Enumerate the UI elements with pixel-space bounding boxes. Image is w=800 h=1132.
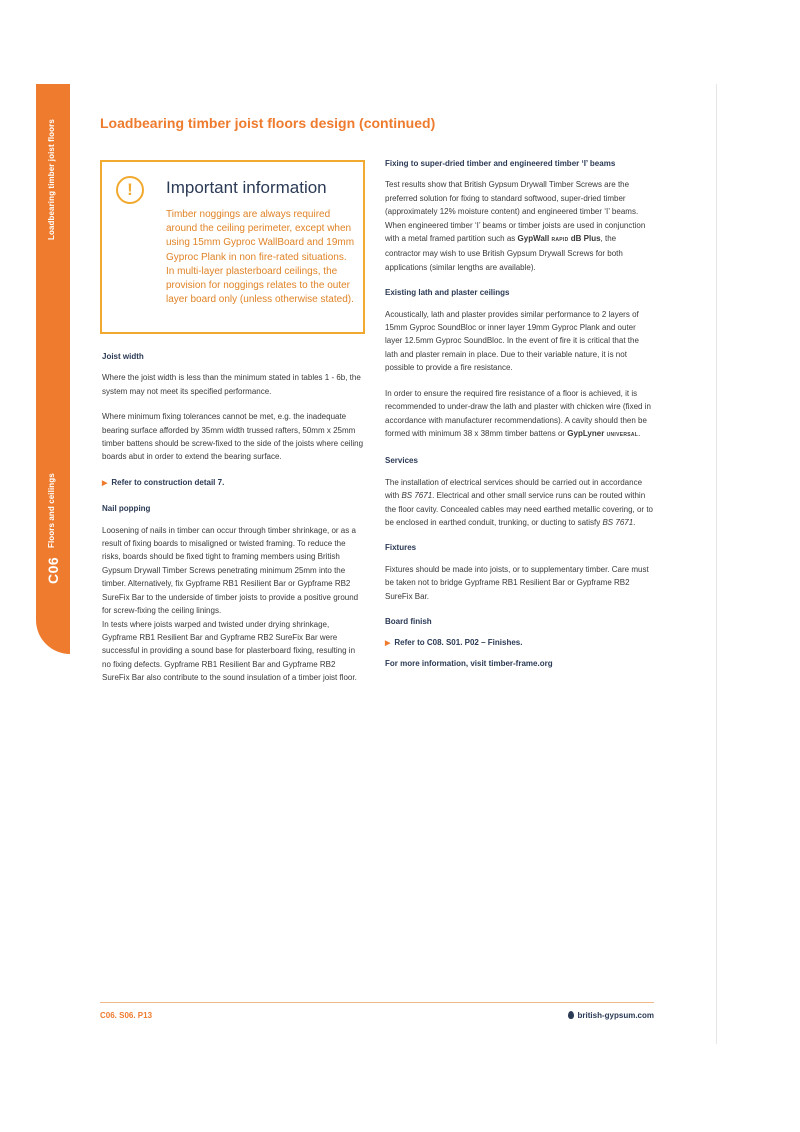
fixtures-text: Fixtures should be made into joists, or to supplementary timber. Care must be taken not to bridge Gypframe RB1 Resilient Bar or Gypframe RB2 SureFix Bar. bbox=[385, 564, 649, 601]
sidebar-section-label: Loadbearing timber joist floors bbox=[47, 119, 56, 240]
nail-popping-p2: In tests where joists warped and twisted under drying shrinkage, Gypframe RB1 Resilient Bar and Gypframe RB2 SureFix Bar were successful in providing a sound base for plasterboard fixing, resulting in no fixing defects. Gypframe RB1 Resilient Bar and Gypframe RB2 SureFix Bar also contribute to the sound insulation of a timber joist floor. bbox=[102, 619, 357, 683]
footer-site[interactable] bbox=[568, 1011, 654, 1020]
exclamation-icon: ! bbox=[116, 176, 144, 204]
more-info-link[interactable]: For more information, visit timber-frame.org bbox=[385, 658, 553, 668]
info-heading: Important information bbox=[166, 178, 327, 197]
footer-rule bbox=[100, 1002, 654, 1003]
lath-heading: Existing lath and plaster ceilings bbox=[385, 288, 510, 298]
board-finish-heading: Board finish bbox=[385, 616, 432, 626]
fixtures-heading: Fixtures bbox=[385, 543, 417, 553]
fixing-text: Test results show that British Gypsum Drywall Timber Screws are the preferred solution for fixing to standard softwood, super-dried timber (approximately 12% moisture content) and engineered timber ‘I’ beams. When engineered timber ‘I’ beams or timber joists are used in conjunction with a metal framed partition such as GypWall RAPID dB Plus, the contractor may wish to use British Gypsum Drywall Screws for both applications (similar lengths are available). bbox=[385, 180, 646, 272]
lath-p2: In order to ensure the required fire resistance of a floor is achieved, it is recommended to under-draw the lath and plaster with chicken wire (fixed in accordance with manufacturer recommendations). A cavity should then be formed with minimum 38 x 38mm timber battens or GypLyner UNIVERSAL. bbox=[385, 388, 651, 438]
services-text: The installation of electrical services should be carried out in accordance with BS 7671. Electrical and other small service runs can be routed within the floor cavity. Concealed cables may need earthed metallic covering, or to be enclosed in earthed conduit, trunking, or ducting to satisfy BS 7671. bbox=[385, 477, 653, 527]
right-column bbox=[385, 157, 653, 682]
sidebar-chapter-label: Floors and ceilings bbox=[47, 473, 56, 548]
side-tab bbox=[36, 84, 70, 654]
joist-width-heading: Joist width bbox=[102, 352, 144, 361]
finishes-link[interactable]: ▶ Refer to C08. S01. P02 – Finishes. bbox=[385, 636, 653, 650]
nail-popping-p1: Loosening of nails in timber can occur through timber shrinkage, or as a result of fixing boards to misaligned or twisted framing. To reduce the risks, boards should be fixed tight to framing members using British Gypsum Drywall Timber Screws penetrating minimum 25mm into the timber. Alternatively, fix Gypframe RB1 Resilient Bar or Gypframe RB2 SureFix Bar to the underside of timber joists to provide a positive ground for screw-fixing the ceiling linings. bbox=[102, 525, 359, 616]
construction-detail-link[interactable]: ▶ Refer to construction detail 7. bbox=[102, 476, 364, 490]
fixing-heading: Fixing to super-dried timber and engineered timber ‘I’ beams bbox=[385, 159, 616, 168]
site-link[interactable]: british-gypsum.com bbox=[577, 1011, 654, 1020]
nail-popping-heading: Nail popping bbox=[102, 504, 151, 514]
lath-p1: Acoustically, lath and plaster provides similar performance to 2 layers of 15mm Gyproc SoundBloc or inner layer 19mm Gyproc Plank and outer layer 12.5mm Gyproc SoundBloc. In the event of fire it is critical that the lath and plaster remain in place. Due to their variable nature, it is not possible to provide a fire resistance. bbox=[385, 309, 639, 373]
gypsum-drop-icon bbox=[568, 1011, 574, 1019]
page-title: Loadbearing timber joist floors design (continued) bbox=[100, 115, 436, 131]
sidebar-chapter-code: C06 bbox=[45, 556, 61, 584]
important-info-box bbox=[100, 160, 365, 334]
left-column bbox=[102, 350, 364, 697]
page-reference: C06. S06. P13 bbox=[100, 1011, 153, 1020]
page-divider bbox=[716, 84, 717, 1044]
joist-width-p1: Where the joist width is less than the minimum stated in tables 1 - 6b, the system may not meet its specified performance. bbox=[102, 373, 361, 396]
joist-width-p2: Where minimum fixing tolerances cannot be met, e.g. the inadequate bearing surface afforded by 35mm width trussed rafters, 50mm x 25mm timber battens should be screw-fixed to the side of the joists where ceiling boards abut in order to extend the bearing surface. bbox=[102, 412, 364, 462]
services-heading: Services bbox=[385, 456, 418, 466]
info-text: Timber noggings are always required around the ceiling perimeter, except when using 15mm Gyproc WallBoard and 19mm Gyproc Plank in non fire-rated situations. In multi-layer plasterboard ceilings, the provision for noggings relates to the outer layer board only (unless otherwise stated). bbox=[166, 209, 355, 306]
